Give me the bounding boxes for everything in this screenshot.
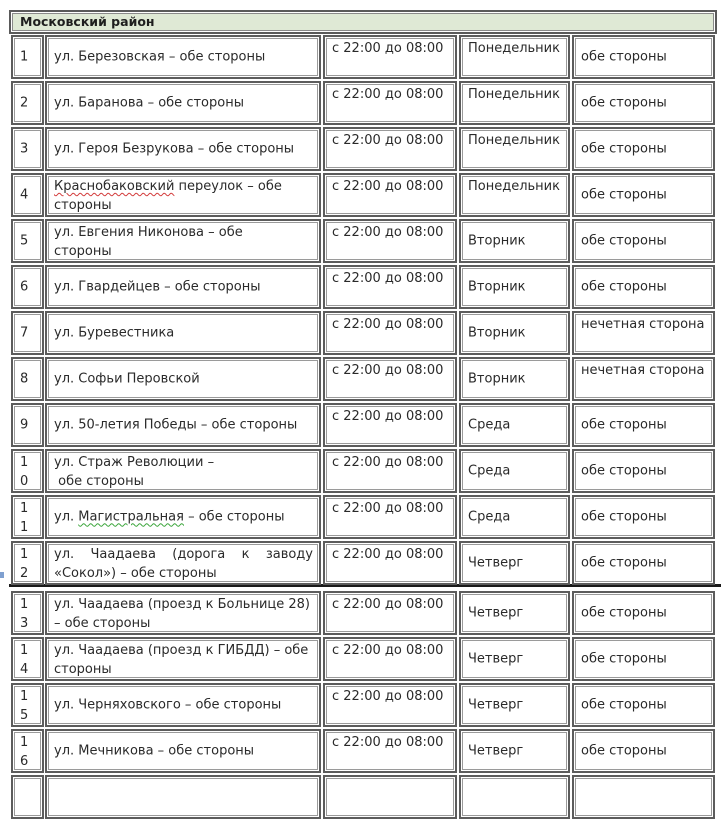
street-name: [54, 508, 315, 527]
row-number: 8: [20, 371, 29, 387]
weekday: Понедельник: [468, 133, 560, 148]
cell-side: [572, 637, 715, 681]
cell-number: [11, 219, 44, 263]
cell-street: [45, 683, 321, 727]
street-name-rest: – обе стороны: [183, 509, 285, 525]
time-range: с 22:00 до 08:00: [332, 41, 444, 56]
weekday: Среда: [468, 509, 511, 525]
table-row: [9, 403, 717, 447]
street-name: ул. Баранова – обе стороны: [54, 95, 244, 111]
cell-side: [572, 219, 715, 263]
table-row: [9, 775, 717, 819]
weekday: Четверг: [468, 605, 524, 621]
cell-day: [459, 311, 570, 355]
cell-side: [572, 35, 715, 79]
cell-time: [323, 729, 457, 773]
cell-number: [11, 357, 44, 401]
street-side: обе стороны: [581, 463, 667, 479]
cell-time: [323, 495, 457, 539]
time-range: с 22:00 до 08:00: [332, 735, 444, 750]
row-number: 7: [20, 325, 29, 341]
cell-number: [11, 775, 44, 819]
row-number: 6: [20, 279, 29, 295]
street-side: обе стороны: [581, 233, 667, 249]
street-name: ул. Березовская – обе стороны: [54, 49, 266, 65]
cell-time: [323, 311, 457, 355]
street-name: ул. Евгения Никонова – обе стороны: [54, 225, 243, 259]
grammar-check-word[interactable]: Магистральная: [78, 509, 184, 525]
cell-number: [11, 81, 44, 125]
weekday: Вторник: [468, 371, 526, 387]
street-side: обе стороны: [581, 509, 667, 525]
cell-day: [459, 729, 570, 773]
cell-side: [572, 729, 715, 773]
cell-day: [459, 173, 570, 217]
row-number: 14: [20, 643, 29, 677]
street-side: нечетная сторона: [581, 317, 705, 332]
table-row: [9, 127, 717, 171]
weekday: Понедельник: [468, 87, 560, 102]
row-number: 12: [20, 547, 29, 581]
table-move-handle[interactable]: [0, 572, 4, 578]
cell-street: [45, 775, 321, 819]
cell-number: [11, 311, 44, 355]
time-range: с 22:00 до 08:00: [332, 87, 444, 102]
street-name: [54, 177, 315, 215]
street-name: ул. Буревестника: [54, 325, 175, 341]
cell-side: [572, 541, 715, 585]
cell-number: [11, 265, 44, 309]
cell-side: [572, 311, 715, 355]
cell-time: [323, 449, 457, 493]
street-name: ул. Чаадаева (проезд к ГИБДД) – обе стороны: [54, 643, 309, 677]
time-range: с 22:00 до 08:00: [332, 689, 444, 704]
weekday: Четверг: [468, 651, 524, 667]
cell-time: [323, 173, 457, 217]
cell-street: [45, 357, 321, 401]
row-number: 4: [20, 187, 29, 203]
street-side: обе стороны: [581, 141, 667, 157]
cell-time: [323, 637, 457, 681]
cell-side: [572, 357, 715, 401]
street-name: ул. Мечникова – обе стороны: [54, 743, 255, 759]
street-name-line2: обе стороны: [54, 474, 144, 489]
table-row: [9, 35, 717, 79]
cell-side: [572, 683, 715, 727]
cell-side: [572, 591, 715, 635]
cell-day: [459, 127, 570, 171]
row-number: 2: [20, 95, 29, 111]
table-row: [9, 265, 717, 309]
cell-number: [11, 495, 44, 539]
cell-time: [323, 357, 457, 401]
cell-number: [11, 173, 44, 217]
cell-street: [45, 81, 321, 125]
cell-street: [45, 637, 321, 681]
cell-number: [11, 541, 44, 585]
cell-street: [45, 591, 321, 635]
cell-street: [45, 541, 321, 585]
table-row: [9, 495, 717, 539]
cell-street: [45, 219, 321, 263]
time-range: с 22:00 до 08:00: [332, 501, 444, 516]
street-side: обе стороны: [581, 555, 667, 571]
street-name-line1: ул. Страж Революции –: [54, 455, 215, 470]
cell-day: [459, 81, 570, 125]
street-side: обе стороны: [581, 279, 667, 295]
cell-day: [459, 637, 570, 681]
time-range: с 22:00 до 08:00: [332, 455, 444, 470]
cell-day: [459, 775, 570, 819]
row-number: 11: [20, 501, 29, 535]
table-row: [9, 219, 717, 263]
cell-number: [11, 683, 44, 727]
cell-street: [45, 403, 321, 447]
weekday: Понедельник: [468, 41, 560, 56]
table-row: [9, 541, 717, 585]
weekday: Вторник: [468, 233, 526, 249]
cell-street: [45, 265, 321, 309]
street-side: обе стороны: [581, 187, 667, 203]
street-side: нечетная сторона: [581, 363, 705, 378]
table-row: [9, 683, 717, 727]
cell-street: [45, 449, 321, 493]
cell-side: [572, 495, 715, 539]
cell-street: [45, 35, 321, 79]
weekday: Четверг: [468, 697, 524, 713]
time-range: с 22:00 до 08:00: [332, 133, 444, 148]
cell-number: [11, 127, 44, 171]
cell-time: [323, 541, 457, 585]
time-range: с 22:00 до 08:00: [332, 271, 444, 286]
cell-time: [323, 403, 457, 447]
row-number: 1: [20, 49, 29, 65]
street-side: обе стороны: [581, 49, 667, 65]
spellcheck-word[interactable]: Краснобаковский: [54, 179, 175, 194]
weekday: Четверг: [468, 555, 524, 571]
cell-time: [323, 35, 457, 79]
district-title-bar: [9, 10, 717, 34]
time-range: с 22:00 до 08:00: [332, 363, 444, 378]
time-range: с 22:00 до 08:00: [332, 409, 444, 424]
cell-side: [572, 449, 715, 493]
street-side: обе стороны: [581, 743, 667, 759]
weekday: Понедельник: [468, 179, 560, 194]
cell-side: [572, 81, 715, 125]
cell-day: [459, 35, 570, 79]
time-range: с 22:00 до 08:00: [332, 547, 444, 562]
cell-time: [323, 775, 457, 819]
cell-number: [11, 35, 44, 79]
cell-time: [323, 81, 457, 125]
cell-number: [11, 729, 44, 773]
street-side: обе стороны: [581, 605, 667, 621]
cell-day: [459, 265, 570, 309]
row-number: 16: [20, 735, 29, 769]
cell-time: [323, 683, 457, 727]
street-side: обе стороны: [581, 651, 667, 667]
row-number: 3: [20, 141, 29, 157]
cell-side: [572, 403, 715, 447]
street-name: ул. Чаадаева (дорога к заводу «Сокол») – обе стороны: [54, 547, 313, 581]
cell-time: [323, 127, 457, 171]
cell-day: [459, 357, 570, 401]
table-row: [9, 591, 717, 635]
cell-street: [45, 173, 321, 217]
time-range: с 22:00 до 08:00: [332, 225, 444, 240]
cell-side: [572, 127, 715, 171]
cell-time: [323, 219, 457, 263]
weekday: Вторник: [468, 325, 526, 341]
street-name: [54, 453, 315, 491]
cell-day: [459, 219, 570, 263]
cell-street: [45, 127, 321, 171]
weekday: Вторник: [468, 279, 526, 295]
row-number: 13: [20, 597, 29, 631]
weekday: Среда: [468, 417, 511, 433]
district-title: Московский район: [20, 14, 155, 29]
cell-street: [45, 729, 321, 773]
cell-number: [11, 403, 44, 447]
cell-day: [459, 683, 570, 727]
street-side: обе стороны: [581, 95, 667, 111]
cell-day: [459, 541, 570, 585]
cell-number: [11, 637, 44, 681]
street-name-rest: переулок – обе стороны: [54, 179, 282, 213]
cell-side: [572, 265, 715, 309]
cell-time: [323, 265, 457, 309]
table-row: [9, 311, 717, 355]
table-row: [9, 729, 717, 773]
time-range: с 22:00 до 08:00: [332, 317, 444, 332]
cell-side: [572, 173, 715, 217]
street-name: ул. Софьи Перовской: [54, 371, 200, 387]
weekday: Четверг: [468, 743, 524, 759]
street-name: ул. 50-летия Победы – обе стороны: [54, 417, 298, 433]
cell-number: [11, 449, 44, 493]
row-number: 5: [20, 233, 29, 249]
cell-day: [459, 403, 570, 447]
cell-street: [45, 495, 321, 539]
time-range: с 22:00 до 08:00: [332, 597, 444, 612]
weekday: Среда: [468, 463, 511, 479]
time-range: с 22:00 до 08:00: [332, 643, 444, 658]
row-number: 10: [20, 455, 29, 489]
time-range: с 22:00 до 08:00: [332, 179, 444, 194]
table-row: [9, 173, 717, 217]
cell-day: [459, 449, 570, 493]
table-row: [9, 81, 717, 125]
street-name: ул. Чаадаева (проезд к Больнице 28) – обе стороны: [54, 597, 311, 631]
cell-number: [11, 591, 44, 635]
street-prefix: ул.: [54, 509, 79, 525]
street-name: ул. Черняховского – обе стороны: [54, 697, 282, 713]
row-number: 15: [20, 689, 29, 723]
cell-street: [45, 311, 321, 355]
cell-side: [572, 775, 715, 819]
table-row: [9, 449, 717, 493]
cell-day: [459, 495, 570, 539]
street-name: ул. Героя Безрукова – обе стороны: [54, 141, 295, 157]
row-number: 9: [20, 417, 29, 433]
cell-day: [459, 591, 570, 635]
table-row: [9, 637, 717, 681]
table-row: [9, 357, 717, 401]
street-side: обе стороны: [581, 697, 667, 713]
street-side: обе стороны: [581, 417, 667, 433]
street-name: ул. Гвардейцев – обе стороны: [54, 279, 261, 295]
cell-time: [323, 591, 457, 635]
